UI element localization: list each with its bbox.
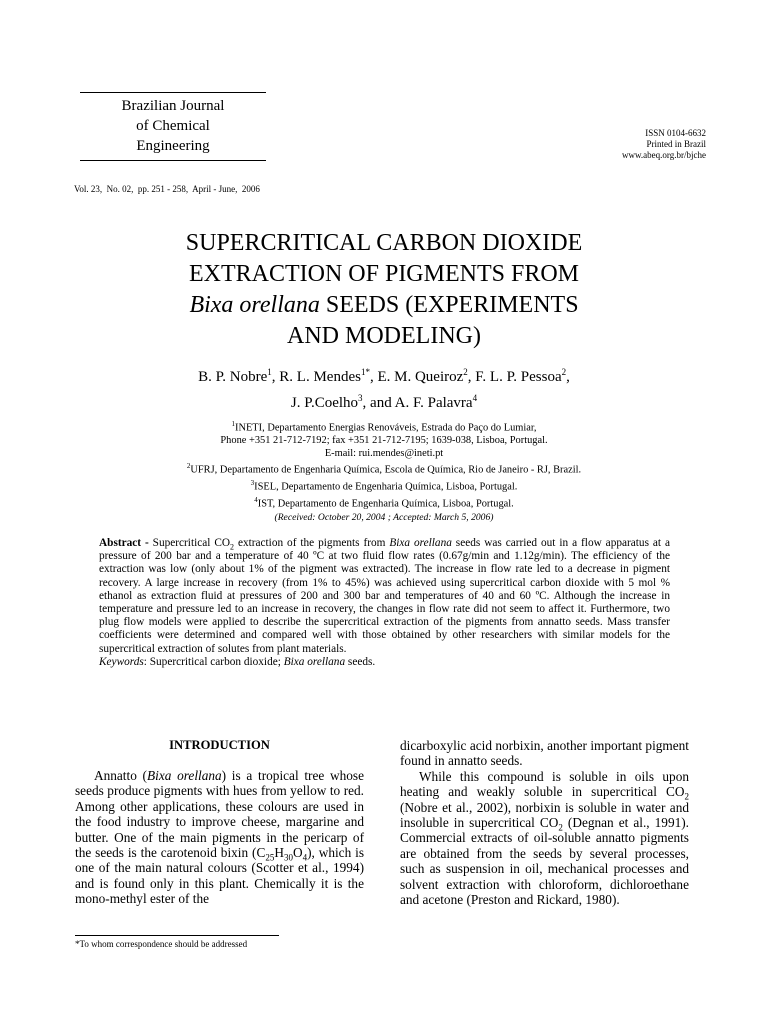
left-column (75, 738, 364, 907)
title-line: SUPERCRITICAL CARBON DIOXIDE (185, 230, 583, 256)
affiliations (90, 418, 678, 511)
subscript: 2 (558, 822, 563, 833)
keywords-label: Keywords (99, 655, 144, 668)
paragraph (400, 769, 689, 908)
affiliation-1 (90, 418, 678, 435)
author-mark: 1* (360, 367, 370, 377)
affiliation-text: UFRJ, Departamento de Engenharia Química, Escola de Química, Rio de Janeiro - RJ, Brazil. (190, 464, 582, 476)
affiliation-1-email[interactable]: E-mail: rui.mendes@ineti.pt (324, 447, 444, 459)
paragraph-text: ) is a tropical tree whose seeds produce pigments with hues from yellow to red. Among other applications, these colours are used in the food industry to improve cheese, margarine and butter. One of the main pigments in the pericarp of the seeds is the carotenoid bixin (C (75, 768, 364, 861)
subscript: 4 (302, 852, 308, 863)
title-line: EXTRACTION OF PIGMENTS FROM (188, 261, 580, 287)
journal-bottom-rule (80, 160, 266, 161)
author-mark: 2 (561, 367, 567, 377)
journal-name-line: Brazilian Journal (121, 98, 225, 114)
affiliation-mark: 2 (186, 462, 191, 471)
footnote-rule (75, 935, 279, 936)
right-column (400, 738, 689, 907)
paragraph-text: ), which is one of the main natural colours (Scotter et al., 1994) and is found only in this plant. Chemically it is the mono-methyl ester of the (75, 845, 364, 907)
printed-in: Printed in Brazil (646, 139, 706, 149)
paragraph-text: Annatto ( (94, 768, 147, 783)
author-separator: , (467, 369, 476, 385)
author-separator: , (271, 369, 280, 385)
footnote: *To whom correspondence should be addressed (75, 939, 248, 949)
author-separator: , (369, 369, 378, 385)
abstract-text: Supercritical CO (152, 537, 231, 549)
author-separator: , (566, 369, 570, 385)
journal-url[interactable]: www.abeq.org.br/bjche (622, 150, 706, 160)
section-heading: INTRODUCTION (169, 738, 270, 752)
paragraph-text: (Nobre et al., 2002), norbixin is soluble in water and insoluble in supercritical CO (400, 799, 689, 831)
affiliation-text: INETI, Departamento Energias Renováveis, Estrada do Paço do Lumiar, (235, 422, 537, 434)
paragraph (75, 768, 364, 907)
paragraph-text: O (292, 845, 303, 861)
title-line: AND MODELING) (287, 323, 481, 349)
author-mark: 1 (267, 367, 272, 377)
paragraph-text: H (274, 845, 284, 861)
paragraph-text: While this compound is soluble in oils upon heating and weakly soluble in supercritical CO (400, 768, 689, 800)
title-line-rest: SEEDS (EXPERIMENTS (319, 292, 579, 318)
paragraph-text: (Degnan et al., 1991). Commercial extracts of oil-soluble annatto pigments are obtained from the seeds by several processes, such as suspension in oil, mechanical processes and solvent extraction with chloroform, dichloroethane and acetone (Preston and Rickard, 1980). (400, 815, 689, 908)
author-mark: 2 (463, 367, 468, 377)
subscript: 2 (230, 542, 235, 552)
author-mark: 4 (472, 393, 478, 403)
keywords-text: : Supercritical carbon dioxide; (143, 655, 284, 668)
abstract-text: extraction of the pigments from (234, 537, 390, 549)
abstract-label: Abstract - (99, 537, 153, 549)
author: F. L. P. Pessoa (475, 369, 562, 385)
affiliation-1-contact: Phone +351 21-712-7192; fax +351 21-712-7195; 1639-038, Lisboa, Portugal. (220, 435, 548, 447)
affiliation-text: IST, Departamento de Engenharia Química, Lisboa, Portugal. (257, 498, 514, 510)
volume-line: Vol. 23, No. 02, pp. 251 - 258, April - June, 2006 (74, 184, 260, 194)
subscript: 30 (283, 852, 293, 863)
affiliation-mark: 3 (250, 479, 255, 488)
author-list (90, 362, 678, 414)
abstract-text: seeds was carried out in a flow apparatus at a pressure of 200 bar and a temperature of 40 ºC at two fluid flow rates (0.67g/min and 1.12g/min). The efficiency of the extraction was low (only about 1% of the pigment was extracted). The increase in flow rate led to a decrease in pigment recovery. A large increase in recovery (from 1% to 45%) was achieved using supercritical carbon dioxide with 5 mol % ethanol as extraction fluid at pressures of 200 and 300 bar and temperatures of 40 and 60 ºC. Although the increase in temperature and pressure led to an increase in recovery, the changes in flow rate did not seem to affect it. Furthermore, two plug flow models were applied to describe the supercritical extraction of the pigments from annatto seeds. Mass transfer coefficients were determined and compared well with those obtained by other researchers with similar models for the supercritical extraction of solutes from plant materials. (99, 537, 670, 655)
author: E. M. Queiroz (377, 369, 464, 385)
species-name: Bixa orellana (283, 655, 346, 668)
subscript: 2 (684, 791, 689, 802)
paper-title (90, 228, 678, 352)
species-name: Bixa orellana (147, 768, 222, 783)
paragraph: dicarboxylic acid norbixin, another important pigment found in annatto seeds. (400, 738, 689, 769)
author: R. L. Mendes (279, 369, 361, 385)
author-separator: , and (362, 395, 395, 411)
author: J. P.Coelho (290, 395, 359, 411)
author-mark: 3 (358, 393, 363, 403)
affiliation-4 (90, 494, 678, 511)
author: A. F. Palavra (394, 395, 473, 411)
abstract (99, 537, 670, 669)
affiliation-mark: 1 (231, 420, 235, 428)
affiliation-mark: 4 (254, 496, 258, 505)
journal-name (80, 93, 266, 160)
received-dates: (Received: October 20, 2004 ; Accepted: March 5, 2006) (274, 512, 494, 523)
affiliation-3 (90, 477, 678, 494)
keywords-text: seeds. (345, 655, 376, 668)
issn: ISSN 0104-6632 (645, 128, 706, 138)
title-species: Bixa orellana (189, 292, 320, 318)
species-name: Bixa orellana (389, 537, 452, 549)
publication-info (622, 128, 706, 161)
author: B. P. Nobre (198, 369, 268, 385)
title-line (90, 290, 678, 321)
journal-title-block (80, 92, 266, 161)
affiliation-2 (90, 460, 678, 477)
subscript: 25 (265, 852, 275, 863)
affiliation-text: ISEL, Departamento de Engenharia Química, Lisboa, Portugal. (254, 481, 518, 493)
journal-name-line: of Chemical (136, 118, 210, 134)
journal-name-line: Engineering (136, 138, 210, 154)
